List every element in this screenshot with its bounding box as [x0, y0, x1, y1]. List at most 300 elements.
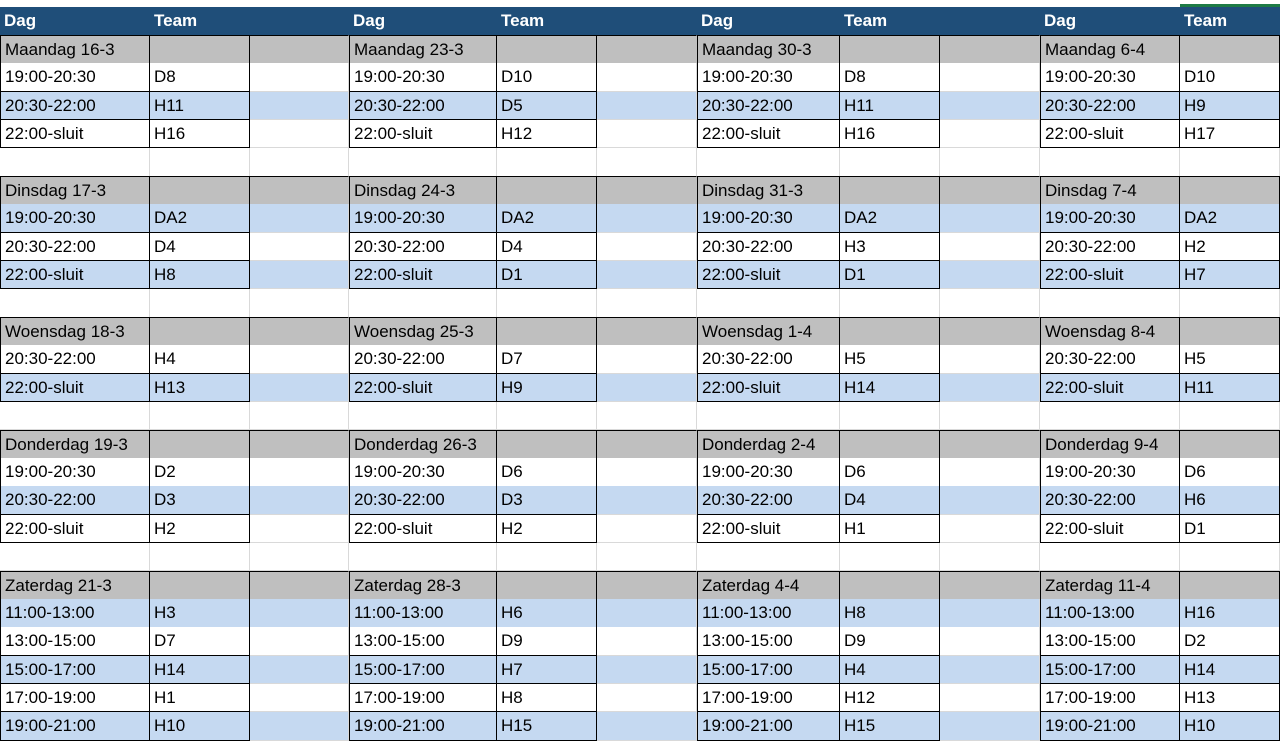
- empty-cell[interactable]: [1040, 543, 1180, 572]
- day-team-cell[interactable]: [150, 35, 250, 64]
- team-cell[interactable]: D8: [840, 63, 940, 92]
- time-cell[interactable]: 13:00-15:00: [697, 627, 840, 656]
- time-cell[interactable]: 20:30-22:00: [1040, 345, 1180, 374]
- day-title-cell[interactable]: Donderdag 2-4: [697, 430, 840, 459]
- empty-cell[interactable]: [349, 543, 497, 572]
- gap-cell[interactable]: [597, 627, 697, 656]
- day-team-cell[interactable]: [1180, 176, 1280, 205]
- empty-cell[interactable]: [840, 289, 940, 318]
- team-cell[interactable]: H16: [1180, 599, 1280, 628]
- empty-cell[interactable]: [1040, 402, 1180, 431]
- time-cell[interactable]: 22:00-sluit: [0, 120, 150, 149]
- gap-cell[interactable]: [940, 656, 1040, 685]
- gap-cell[interactable]: [940, 120, 1040, 149]
- team-cell[interactable]: D7: [497, 345, 597, 374]
- team-cell[interactable]: H1: [150, 684, 250, 713]
- day-gap-cell[interactable]: [940, 35, 1040, 64]
- day-team-cell[interactable]: [840, 571, 940, 600]
- day-team-cell[interactable]: [840, 35, 940, 64]
- header-gap-cell[interactable]: [597, 7, 697, 36]
- gap-cell[interactable]: [940, 458, 1040, 487]
- team-cell[interactable]: H9: [1180, 92, 1280, 121]
- day-title-cell[interactable]: Zaterdag 21-3: [0, 571, 150, 600]
- time-cell[interactable]: 22:00-sluit: [1040, 515, 1180, 544]
- time-cell[interactable]: 20:30-22:00: [349, 345, 497, 374]
- header-gap-cell[interactable]: [940, 7, 1040, 36]
- gap-cell[interactable]: [250, 120, 349, 149]
- gap-cell[interactable]: [250, 233, 349, 262]
- team-cell[interactable]: H16: [150, 120, 250, 149]
- time-cell[interactable]: 19:00-20:30: [1040, 204, 1180, 233]
- team-cell[interactable]: H8: [497, 684, 597, 713]
- time-cell[interactable]: 20:30-22:00: [1040, 486, 1180, 515]
- day-team-cell[interactable]: [150, 317, 250, 346]
- gap-cell[interactable]: [597, 712, 697, 741]
- time-slot-row: [0, 599, 1280, 628]
- time-cell[interactable]: 20:30-22:00: [0, 345, 150, 374]
- gap-cell[interactable]: [597, 656, 697, 685]
- team-cell[interactable]: DA2: [840, 204, 940, 233]
- day-gap-cell[interactable]: [597, 430, 697, 459]
- gap-cell[interactable]: [940, 204, 1040, 233]
- time-cell[interactable]: 19:00-20:30: [0, 204, 150, 233]
- empty-cell[interactable]: [597, 543, 697, 572]
- empty-cell[interactable]: [497, 148, 597, 177]
- time-cell[interactable]: 17:00-19:00: [697, 684, 840, 713]
- empty-cell[interactable]: [150, 289, 250, 318]
- time-cell[interactable]: 20:30-22:00: [349, 233, 497, 262]
- empty-cell[interactable]: [1180, 289, 1280, 318]
- day-team-cell[interactable]: [497, 176, 597, 205]
- column-header-team[interactable]: Team: [150, 7, 250, 36]
- day-team-cell[interactable]: [150, 571, 250, 600]
- time-cell[interactable]: 17:00-19:00: [0, 684, 150, 713]
- day-title-cell[interactable]: Zaterdag 28-3: [349, 571, 497, 600]
- time-cell[interactable]: 22:00-sluit: [349, 120, 497, 149]
- team-cell[interactable]: H13: [1180, 684, 1280, 713]
- team-cell[interactable]: D4: [497, 233, 597, 262]
- column-header-team[interactable]: Team: [1180, 7, 1280, 36]
- team-cell[interactable]: D1: [497, 261, 597, 290]
- team-cell[interactable]: H5: [840, 345, 940, 374]
- empty-cell[interactable]: [150, 148, 250, 177]
- day-team-cell[interactable]: [840, 176, 940, 205]
- team-cell[interactable]: H4: [150, 345, 250, 374]
- gap-cell[interactable]: [250, 515, 349, 544]
- empty-cell[interactable]: [597, 148, 697, 177]
- time-cell[interactable]: 22:00-sluit: [349, 515, 497, 544]
- day-team-cell[interactable]: [150, 176, 250, 205]
- team-cell[interactable]: DA2: [497, 204, 597, 233]
- time-slot-row: [0, 233, 1280, 262]
- time-cell[interactable]: 20:30-22:00: [0, 486, 150, 515]
- team-cell[interactable]: D1: [1180, 515, 1280, 544]
- time-cell[interactable]: 19:00-20:30: [1040, 458, 1180, 487]
- gap-cell[interactable]: [250, 684, 349, 713]
- gap-cell[interactable]: [250, 599, 349, 628]
- empty-cell[interactable]: [1180, 543, 1280, 572]
- gap-cell[interactable]: [940, 92, 1040, 121]
- day-team-cell[interactable]: [1180, 35, 1280, 64]
- day-gap-cell[interactable]: [250, 571, 349, 600]
- gap-cell[interactable]: [597, 458, 697, 487]
- time-cell[interactable]: 22:00-sluit: [1040, 261, 1180, 290]
- time-cell[interactable]: 19:00-21:00: [349, 712, 497, 741]
- time-cell[interactable]: 20:30-22:00: [697, 92, 840, 121]
- time-cell[interactable]: 17:00-19:00: [1040, 684, 1180, 713]
- day-title-cell[interactable]: Zaterdag 11-4: [1040, 571, 1180, 600]
- day-gap-cell[interactable]: [940, 571, 1040, 600]
- time-slot-row: [0, 374, 1280, 403]
- team-cell[interactable]: D2: [1180, 627, 1280, 656]
- day-gap-cell[interactable]: [597, 571, 697, 600]
- time-slot-row: [0, 656, 1280, 685]
- empty-cell[interactable]: [0, 543, 150, 572]
- day-title-cell[interactable]: Dinsdag 7-4: [1040, 176, 1180, 205]
- day-team-cell[interactable]: [497, 35, 597, 64]
- day-title-cell[interactable]: Zaterdag 4-4: [697, 571, 840, 600]
- team-cell[interactable]: H6: [497, 599, 597, 628]
- day-title-cell[interactable]: Maandag 30-3: [697, 35, 840, 64]
- gap-cell[interactable]: [250, 486, 349, 515]
- team-cell[interactable]: D9: [497, 627, 597, 656]
- team-cell[interactable]: H11: [1180, 374, 1280, 403]
- gap-cell[interactable]: [597, 599, 697, 628]
- empty-cell[interactable]: [150, 543, 250, 572]
- team-cell[interactable]: H12: [497, 120, 597, 149]
- empty-cell[interactable]: [940, 402, 1040, 431]
- empty-cell[interactable]: [150, 402, 250, 431]
- day-title-row: [0, 176, 1280, 205]
- empty-cell[interactable]: [0, 402, 150, 431]
- gap-cell[interactable]: [940, 599, 1040, 628]
- empty-cell[interactable]: [250, 148, 349, 177]
- time-cell[interactable]: 20:30-22:00: [697, 345, 840, 374]
- team-cell[interactable]: D3: [150, 486, 250, 515]
- header-gap-cell[interactable]: [250, 7, 349, 36]
- empty-cell[interactable]: [597, 289, 697, 318]
- day-gap-cell[interactable]: [250, 430, 349, 459]
- team-cell[interactable]: D6: [497, 458, 597, 487]
- gap-cell[interactable]: [250, 92, 349, 121]
- team-cell[interactable]: D5: [497, 92, 597, 121]
- time-cell[interactable]: 19:00-20:30: [349, 204, 497, 233]
- gap-cell[interactable]: [250, 656, 349, 685]
- gap-cell[interactable]: [597, 63, 697, 92]
- day-gap-cell[interactable]: [250, 35, 349, 64]
- team-cell[interactable]: H11: [150, 92, 250, 121]
- time-cell[interactable]: 11:00-13:00: [349, 599, 497, 628]
- time-cell[interactable]: 19:00-20:30: [697, 458, 840, 487]
- team-cell[interactable]: D7: [150, 627, 250, 656]
- team-cell[interactable]: H1: [840, 515, 940, 544]
- empty-cell[interactable]: [250, 543, 349, 572]
- team-cell[interactable]: D6: [840, 458, 940, 487]
- column-header-dag[interactable]: Dag: [0, 7, 150, 36]
- time-cell[interactable]: 19:00-20:30: [0, 63, 150, 92]
- time-cell[interactable]: 19:00-21:00: [1040, 712, 1180, 741]
- empty-cell[interactable]: [0, 289, 150, 318]
- empty-cell[interactable]: [940, 148, 1040, 177]
- team-cell[interactable]: D6: [1180, 458, 1280, 487]
- column-header-team[interactable]: Team: [840, 7, 940, 36]
- time-cell[interactable]: 20:30-22:00: [697, 233, 840, 262]
- day-title-cell[interactable]: Dinsdag 17-3: [0, 176, 150, 205]
- team-cell[interactable]: H15: [497, 712, 597, 741]
- column-header-dag[interactable]: Dag: [1040, 7, 1180, 36]
- gap-cell[interactable]: [597, 120, 697, 149]
- time-slot-row: [0, 712, 1280, 741]
- time-cell[interactable]: 15:00-17:00: [1040, 656, 1180, 685]
- team-cell[interactable]: D10: [497, 63, 597, 92]
- time-cell[interactable]: 15:00-17:00: [0, 656, 150, 685]
- time-cell[interactable]: 15:00-17:00: [349, 656, 497, 685]
- gap-cell[interactable]: [940, 63, 1040, 92]
- team-cell[interactable]: H8: [150, 261, 250, 290]
- day-gap-cell[interactable]: [940, 176, 1040, 205]
- day-gap-cell[interactable]: [940, 317, 1040, 346]
- empty-cell[interactable]: [250, 289, 349, 318]
- team-cell[interactable]: H11: [840, 92, 940, 121]
- day-gap-cell[interactable]: [597, 35, 697, 64]
- column-header-team[interactable]: Team: [497, 7, 597, 36]
- day-team-cell[interactable]: [497, 317, 597, 346]
- day-team-cell[interactable]: [840, 430, 940, 459]
- gap-cell[interactable]: [940, 712, 1040, 741]
- empty-cell[interactable]: [940, 543, 1040, 572]
- empty-cell[interactable]: [1180, 402, 1280, 431]
- time-cell[interactable]: 20:30-22:00: [0, 92, 150, 121]
- gap-cell[interactable]: [597, 515, 697, 544]
- team-cell[interactable]: H10: [150, 712, 250, 741]
- time-cell[interactable]: 20:30-22:00: [0, 233, 150, 262]
- day-gap-cell[interactable]: [940, 430, 1040, 459]
- team-cell[interactable]: H8: [840, 599, 940, 628]
- empty-cell[interactable]: [497, 543, 597, 572]
- time-cell[interactable]: 22:00-sluit: [697, 374, 840, 403]
- time-cell[interactable]: 22:00-sluit: [697, 515, 840, 544]
- team-cell[interactable]: H3: [150, 599, 250, 628]
- time-cell[interactable]: 22:00-sluit: [0, 374, 150, 403]
- time-slot-row: [0, 515, 1280, 544]
- gap-cell[interactable]: [597, 261, 697, 290]
- time-cell[interactable]: 17:00-19:00: [349, 684, 497, 713]
- time-cell[interactable]: 20:30-22:00: [349, 486, 497, 515]
- time-cell[interactable]: 19:00-20:30: [349, 458, 497, 487]
- day-gap-cell[interactable]: [250, 176, 349, 205]
- empty-cell[interactable]: [840, 148, 940, 177]
- spacer-row: [0, 543, 1280, 572]
- team-cell[interactable]: H15: [840, 712, 940, 741]
- empty-cell[interactable]: [349, 402, 497, 431]
- time-cell[interactable]: 20:30-22:00: [697, 486, 840, 515]
- day-team-cell[interactable]: [1180, 571, 1280, 600]
- team-cell[interactable]: H6: [1180, 486, 1280, 515]
- time-cell[interactable]: 19:00-20:30: [349, 63, 497, 92]
- team-cell[interactable]: H14: [840, 374, 940, 403]
- team-cell[interactable]: DA2: [1180, 204, 1280, 233]
- gap-cell[interactable]: [250, 712, 349, 741]
- gap-cell[interactable]: [940, 684, 1040, 713]
- time-cell[interactable]: 22:00-sluit: [349, 261, 497, 290]
- team-cell[interactable]: H9: [497, 374, 597, 403]
- day-title-cell[interactable]: Donderdag 19-3: [0, 430, 150, 459]
- empty-cell[interactable]: [840, 402, 940, 431]
- gap-cell[interactable]: [250, 63, 349, 92]
- gap-cell[interactable]: [250, 261, 349, 290]
- team-cell[interactable]: H2: [150, 515, 250, 544]
- gap-cell[interactable]: [597, 233, 697, 262]
- empty-cell[interactable]: [697, 148, 840, 177]
- time-cell[interactable]: 20:30-22:00: [349, 92, 497, 121]
- day-team-cell[interactable]: [497, 430, 597, 459]
- empty-cell[interactable]: [1040, 148, 1180, 177]
- day-gap-cell[interactable]: [597, 317, 697, 346]
- gap-cell[interactable]: [250, 345, 349, 374]
- day-title-row: [0, 571, 1280, 600]
- time-cell[interactable]: 22:00-sluit: [697, 120, 840, 149]
- team-cell[interactable]: D4: [150, 233, 250, 262]
- day-team-cell[interactable]: [497, 571, 597, 600]
- spacer-row: [0, 148, 1280, 177]
- empty-cell[interactable]: [0, 148, 150, 177]
- empty-cell[interactable]: [697, 289, 840, 318]
- time-cell[interactable]: 22:00-sluit: [697, 261, 840, 290]
- gap-cell[interactable]: [597, 204, 697, 233]
- day-title-cell[interactable]: Dinsdag 31-3: [697, 176, 840, 205]
- day-title-cell[interactable]: Maandag 16-3: [0, 35, 150, 64]
- day-title-cell[interactable]: Woensdag 8-4: [1040, 317, 1180, 346]
- empty-cell[interactable]: [697, 543, 840, 572]
- time-cell[interactable]: 22:00-sluit: [1040, 374, 1180, 403]
- team-cell[interactable]: D2: [150, 458, 250, 487]
- time-cell[interactable]: 22:00-sluit: [1040, 120, 1180, 149]
- empty-cell[interactable]: [497, 402, 597, 431]
- team-cell[interactable]: D4: [840, 486, 940, 515]
- team-cell[interactable]: H13: [150, 374, 250, 403]
- column-header-dag[interactable]: Dag: [697, 7, 840, 36]
- gap-cell[interactable]: [597, 374, 697, 403]
- time-cell[interactable]: 22:00-sluit: [0, 515, 150, 544]
- gap-cell[interactable]: [597, 486, 697, 515]
- team-cell[interactable]: H2: [1180, 233, 1280, 262]
- day-team-cell[interactable]: [150, 430, 250, 459]
- empty-cell[interactable]: [250, 402, 349, 431]
- time-cell[interactable]: 11:00-13:00: [1040, 599, 1180, 628]
- empty-cell[interactable]: [597, 402, 697, 431]
- day-gap-cell[interactable]: [250, 317, 349, 346]
- team-cell[interactable]: H2: [497, 515, 597, 544]
- gap-cell[interactable]: [940, 515, 1040, 544]
- team-cell[interactable]: H10: [1180, 712, 1280, 741]
- day-team-cell[interactable]: [1180, 317, 1280, 346]
- gap-cell[interactable]: [250, 374, 349, 403]
- team-cell[interactable]: D1: [840, 261, 940, 290]
- team-cell[interactable]: H17: [1180, 120, 1280, 149]
- time-cell[interactable]: 15:00-17:00: [697, 656, 840, 685]
- time-slot-row: [0, 345, 1280, 374]
- team-cell[interactable]: H16: [840, 120, 940, 149]
- day-team-cell[interactable]: [1180, 430, 1280, 459]
- gap-cell[interactable]: [940, 233, 1040, 262]
- team-cell[interactable]: D8: [150, 63, 250, 92]
- time-cell[interactable]: 19:00-21:00: [0, 712, 150, 741]
- team-cell[interactable]: D3: [497, 486, 597, 515]
- time-cell[interactable]: 13:00-15:00: [0, 627, 150, 656]
- gap-cell[interactable]: [250, 627, 349, 656]
- team-cell[interactable]: H14: [1180, 656, 1280, 685]
- team-cell[interactable]: D9: [840, 627, 940, 656]
- team-cell[interactable]: H14: [150, 656, 250, 685]
- empty-cell[interactable]: [349, 289, 497, 318]
- time-cell[interactable]: 19:00-20:30: [0, 458, 150, 487]
- time-cell[interactable]: 19:00-20:30: [1040, 63, 1180, 92]
- time-cell[interactable]: 22:00-sluit: [0, 261, 150, 290]
- team-cell[interactable]: H7: [1180, 261, 1280, 290]
- day-gap-cell[interactable]: [597, 176, 697, 205]
- gap-cell[interactable]: [940, 261, 1040, 290]
- empty-cell[interactable]: [940, 289, 1040, 318]
- empty-cell[interactable]: [497, 289, 597, 318]
- empty-cell[interactable]: [1040, 289, 1180, 318]
- empty-cell[interactable]: [1180, 148, 1280, 177]
- gap-cell[interactable]: [940, 627, 1040, 656]
- gap-cell[interactable]: [597, 92, 697, 121]
- gap-cell[interactable]: [250, 204, 349, 233]
- gap-cell[interactable]: [597, 345, 697, 374]
- team-cell[interactable]: DA2: [150, 204, 250, 233]
- day-title-row: [0, 430, 1280, 459]
- time-cell[interactable]: 19:00-20:30: [697, 63, 840, 92]
- day-title-cell[interactable]: Maandag 6-4: [1040, 35, 1180, 64]
- time-cell[interactable]: 11:00-13:00: [0, 599, 150, 628]
- gap-cell[interactable]: [940, 486, 1040, 515]
- time-cell[interactable]: 11:00-13:00: [697, 599, 840, 628]
- gap-cell[interactable]: [597, 684, 697, 713]
- time-cell[interactable]: 20:30-22:00: [1040, 92, 1180, 121]
- time-cell[interactable]: 20:30-22:00: [1040, 233, 1180, 262]
- time-cell[interactable]: 13:00-15:00: [1040, 627, 1180, 656]
- day-title-cell[interactable]: Woensdag 1-4: [697, 317, 840, 346]
- empty-cell[interactable]: [349, 148, 497, 177]
- time-cell[interactable]: 19:00-21:00: [697, 712, 840, 741]
- time-slot-row: [0, 627, 1280, 656]
- gap-cell[interactable]: [940, 374, 1040, 403]
- day-team-cell[interactable]: [840, 317, 940, 346]
- team-cell[interactable]: H12: [840, 684, 940, 713]
- empty-cell[interactable]: [697, 402, 840, 431]
- gap-cell[interactable]: [940, 345, 1040, 374]
- column-header-dag[interactable]: Dag: [349, 7, 497, 36]
- time-slot-row: [0, 204, 1280, 233]
- empty-cell[interactable]: [840, 543, 940, 572]
- day-title-cell[interactable]: Woensdag 25-3: [349, 317, 497, 346]
- time-cell[interactable]: 19:00-20:30: [697, 204, 840, 233]
- gap-cell[interactable]: [250, 458, 349, 487]
- day-title-cell[interactable]: Donderdag 9-4: [1040, 430, 1180, 459]
- team-cell[interactable]: H5: [1180, 345, 1280, 374]
- team-cell[interactable]: H4: [840, 656, 940, 685]
- day-title-cell[interactable]: Woensdag 18-3: [0, 317, 150, 346]
- day-title-cell[interactable]: Dinsdag 24-3: [349, 176, 497, 205]
- team-cell[interactable]: D10: [1180, 63, 1280, 92]
- time-cell[interactable]: 22:00-sluit: [349, 374, 497, 403]
- time-cell[interactable]: 13:00-15:00: [349, 627, 497, 656]
- team-cell[interactable]: H3: [840, 233, 940, 262]
- day-title-cell[interactable]: Donderdag 26-3: [349, 430, 497, 459]
- day-title-cell[interactable]: Maandag 23-3: [349, 35, 497, 64]
- team-cell[interactable]: H7: [497, 656, 597, 685]
